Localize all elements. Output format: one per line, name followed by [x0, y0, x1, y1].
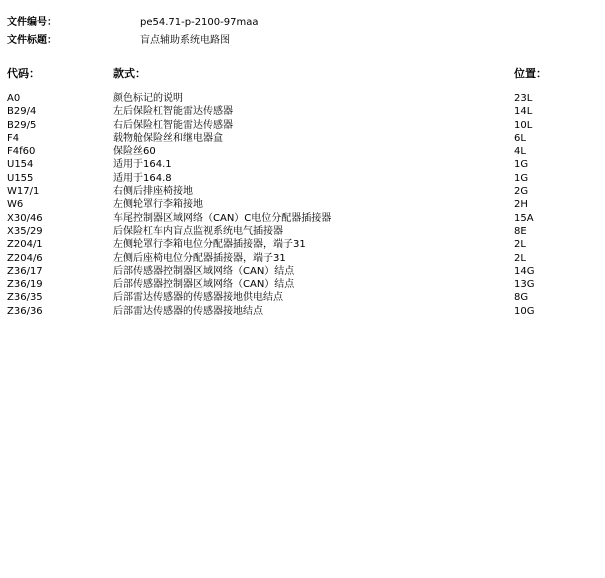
row-code: Z36/19 [7, 279, 43, 291]
file-title-label: 文件标题： [7, 35, 57, 46]
column-header-description: 款式： [113, 67, 146, 80]
row-code: Z204/1 [7, 239, 43, 251]
row-position: 14G [514, 265, 535, 277]
row-position: 15A [514, 212, 534, 224]
row-position: 8G [514, 292, 529, 304]
row-position: 2L [514, 239, 526, 251]
row-code: B29/5 [7, 119, 37, 131]
row-position: 6L [514, 132, 526, 144]
row-description: 后保险杠车内盲点监视系统电气插接器 [113, 225, 283, 237]
table-row [0, 120, 605, 133]
row-description: 后部雷达传感器的传感器接地供电结点 [113, 292, 283, 304]
row-description: 后部传感器控制器区域网络（CAN）结点 [113, 265, 295, 277]
table-row [0, 159, 605, 172]
file-title-value: 盲点辅助系统电路图 [140, 35, 230, 46]
row-description: 左侧后座椅电位分配器插接器，端子31 [113, 252, 286, 264]
table-row [0, 213, 605, 226]
table-row [0, 306, 605, 319]
row-description: 左侧轮罩行李箱接地 [113, 199, 203, 211]
column-header-position: 位置： [514, 67, 547, 80]
row-description: 适用于164.1 [113, 159, 172, 171]
row-position: 1G [514, 159, 529, 171]
row-description: 载物舱保险丝和继电器盒 [113, 132, 223, 144]
row-code: U154 [7, 159, 34, 171]
row-code: B29/4 [7, 106, 37, 118]
table-row [0, 146, 605, 159]
row-code: Z36/35 [7, 292, 43, 304]
row-description: 车尾控制器区域网络（CAN）C电位分配器插接器 [113, 212, 332, 224]
row-position: 10L [514, 119, 533, 131]
row-code: A0 [7, 93, 21, 104]
row-position: 1G [514, 172, 529, 184]
row-code: F4 [7, 132, 20, 144]
row-description: 后部传感器控制器区域网络（CAN）结点 [113, 279, 295, 291]
table-row [0, 199, 605, 212]
row-description: 保险丝60 [113, 146, 156, 158]
component-list [0, 93, 605, 319]
row-position: 23L [514, 93, 533, 104]
file-number-value: pe54.71-p-2100-97maa [140, 17, 259, 28]
row-code: X35/29 [7, 225, 43, 237]
row-position: 10G [514, 305, 535, 317]
table-row [0, 133, 605, 146]
row-position: 2H [514, 199, 528, 211]
table-row [0, 226, 605, 239]
table-row [0, 173, 605, 186]
row-position: 8E [514, 225, 527, 237]
row-description: 右后保险杠智能雷达传感器 [113, 119, 233, 131]
row-position: 2G [514, 186, 529, 198]
row-code: X30/46 [7, 212, 43, 224]
row-position: 13G [514, 279, 535, 291]
table-row [0, 106, 605, 119]
table-row [0, 186, 605, 199]
row-description: 左后保险杠智能雷达传感器 [113, 106, 233, 118]
row-description: 左侧轮罩行李箱电位分配器插接器，端子31 [113, 239, 306, 251]
row-description: 右侧后排座椅接地 [113, 186, 193, 198]
row-code: F4f60 [7, 146, 36, 158]
table-row [0, 239, 605, 252]
row-code: U155 [7, 172, 34, 184]
row-code: Z36/36 [7, 305, 43, 317]
table-row [0, 279, 605, 292]
row-code: W17/1 [7, 186, 40, 198]
table-row [0, 292, 605, 305]
row-description: 后部雷达传感器的传感器接地结点 [113, 305, 263, 317]
row-code: W6 [7, 199, 24, 211]
row-position: 4L [514, 146, 526, 158]
table-row [0, 93, 605, 106]
row-description: 适用于164.8 [113, 172, 172, 184]
row-code: Z36/17 [7, 265, 43, 277]
row-position: 14L [514, 106, 533, 118]
table-row [0, 266, 605, 279]
file-number-label: 文件编号： [7, 17, 57, 28]
row-position: 2L [514, 252, 526, 264]
table-row [0, 253, 605, 266]
row-description: 颜色标记的说明 [113, 93, 183, 104]
row-code: Z204/6 [7, 252, 43, 264]
column-header-code: 代码： [7, 67, 40, 80]
